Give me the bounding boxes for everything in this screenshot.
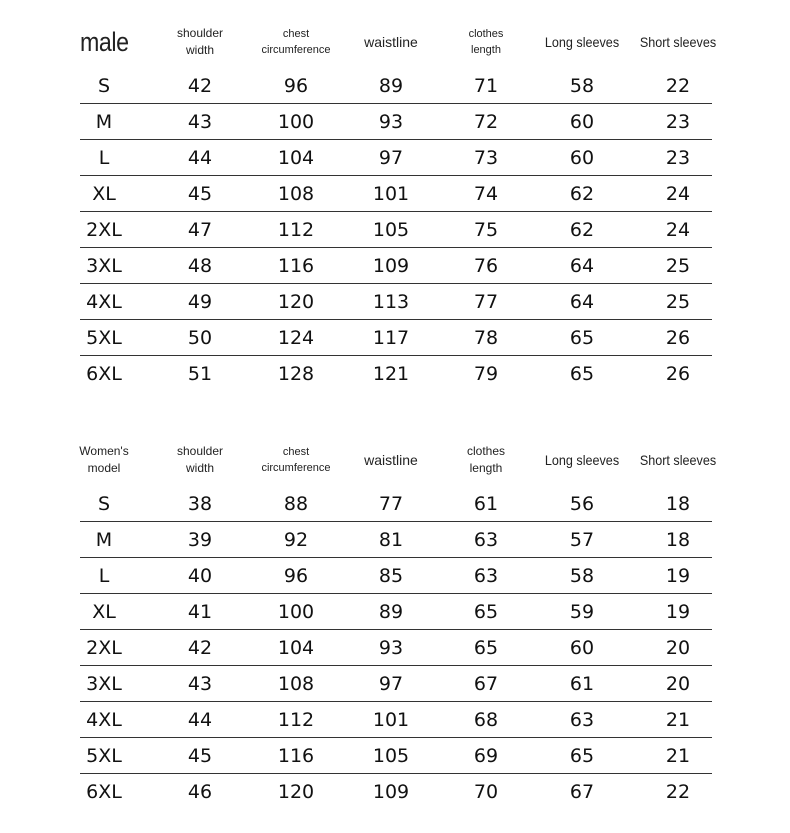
- size-label: 2XL: [86, 219, 122, 241]
- header-long-sleeves: Long sleeves: [544, 34, 620, 50]
- measurement-cell: 60: [569, 637, 595, 659]
- measurement-cell: 59: [569, 601, 595, 623]
- measurement-cell: 68: [473, 709, 499, 731]
- measurement-cell: 41: [187, 601, 213, 623]
- header-chest-circumference: chest circumference: [261, 446, 331, 474]
- measurement-cell: 75: [473, 219, 499, 241]
- measurement-cell: 72: [473, 111, 499, 133]
- measurement-cell: 50: [187, 327, 213, 349]
- measurement-cell: 65: [473, 601, 499, 623]
- measurement-cell: 65: [569, 745, 595, 767]
- table-row: [80, 248, 712, 284]
- measurement-cell: 61: [569, 673, 595, 695]
- measurement-cell: 39: [187, 529, 213, 551]
- table-row: [80, 594, 712, 630]
- table-row: [80, 666, 712, 702]
- size-label: L: [98, 565, 110, 587]
- table-row: [80, 486, 712, 522]
- measurement-cell: 64: [569, 255, 595, 277]
- measurement-cell: 23: [665, 111, 691, 133]
- measurement-cell: 63: [569, 709, 595, 731]
- measurement-cell: 67: [473, 673, 499, 695]
- measurement-cell: 81: [378, 529, 404, 551]
- measurement-cell: 78: [473, 327, 499, 349]
- measurement-cell: 18: [665, 529, 691, 551]
- table-row: [80, 738, 712, 774]
- measurement-cell: 76: [473, 255, 499, 277]
- size-label: 6XL: [86, 363, 122, 385]
- size-label: M: [95, 111, 113, 133]
- measurement-cell: 65: [569, 363, 595, 385]
- size-label: 6XL: [86, 781, 122, 803]
- measurement-cell: 108: [277, 673, 315, 695]
- measurement-cell: 43: [187, 111, 213, 133]
- measurement-cell: 116: [277, 255, 315, 277]
- measurement-cell: 79: [473, 363, 499, 385]
- size-label: 3XL: [86, 673, 122, 695]
- measurement-cell: 60: [569, 111, 595, 133]
- table-title: male: [80, 26, 129, 57]
- size-label: 2XL: [86, 637, 122, 659]
- measurement-cell: 97: [378, 147, 404, 169]
- measurement-cell: 25: [665, 291, 691, 313]
- measurement-cell: 112: [277, 219, 315, 241]
- size-label: XL: [92, 183, 116, 205]
- measurement-cell: 19: [665, 601, 691, 623]
- header-clothes-length: clothes length: [468, 28, 504, 56]
- table-row: [80, 212, 712, 248]
- header-long-sleeves: Long sleeves: [544, 452, 620, 468]
- table-row: [80, 176, 712, 212]
- measurement-cell: 117: [372, 327, 410, 349]
- measurement-cell: 71: [473, 75, 499, 97]
- measurement-cell: 69: [473, 745, 499, 767]
- measurement-cell: 25: [665, 255, 691, 277]
- table-row: [80, 104, 712, 140]
- size-label: S: [97, 493, 111, 515]
- measurement-cell: 44: [187, 709, 213, 731]
- table-row: [80, 702, 712, 738]
- measurement-cell: 120: [277, 781, 315, 803]
- table-row: [80, 68, 712, 104]
- measurement-cell: 20: [665, 637, 691, 659]
- measurement-cell: 26: [665, 327, 691, 349]
- measurement-cell: 24: [665, 219, 691, 241]
- measurement-cell: 104: [277, 637, 315, 659]
- header-short-sleeves: Short sleeves: [639, 452, 717, 468]
- measurement-cell: 92: [283, 529, 309, 551]
- measurement-cell: 97: [378, 673, 404, 695]
- size-label: 3XL: [86, 255, 122, 277]
- measurement-cell: 63: [473, 529, 499, 551]
- measurement-cell: 65: [569, 327, 595, 349]
- table-row: [80, 522, 712, 558]
- measurement-cell: 63: [473, 565, 499, 587]
- measurement-cell: 49: [187, 291, 213, 313]
- size-label: M: [95, 529, 113, 551]
- measurement-cell: 120: [277, 291, 315, 313]
- table-body: [80, 486, 712, 810]
- header-shoulder-width: shoulder width: [176, 444, 224, 475]
- size-label: S: [97, 75, 111, 97]
- measurement-cell: 23: [665, 147, 691, 169]
- measurement-cell: 109: [372, 781, 410, 803]
- measurement-cell: 19: [665, 565, 691, 587]
- size-label: L: [98, 147, 110, 169]
- measurement-cell: 48: [187, 255, 213, 277]
- size-label: 4XL: [86, 291, 122, 313]
- measurement-cell: 44: [187, 147, 213, 169]
- measurement-cell: 85: [378, 565, 404, 587]
- measurement-cell: 70: [473, 781, 499, 803]
- measurement-cell: 105: [372, 219, 410, 241]
- measurement-cell: 128: [277, 363, 315, 385]
- measurement-cell: 100: [277, 601, 315, 623]
- header-waistline: waistline: [364, 452, 418, 468]
- measurement-cell: 121: [372, 363, 410, 385]
- measurement-cell: 45: [187, 183, 213, 205]
- table-row: [80, 774, 712, 810]
- table-row: [80, 558, 712, 594]
- measurement-cell: 62: [569, 183, 595, 205]
- header-short-sleeves: Short sleeves: [639, 34, 717, 50]
- measurement-cell: 62: [569, 219, 595, 241]
- measurement-cell: 65: [473, 637, 499, 659]
- measurement-cell: 112: [277, 709, 315, 731]
- measurement-cell: 38: [187, 493, 213, 515]
- measurement-cell: 24: [665, 183, 691, 205]
- measurement-cell: 51: [187, 363, 213, 385]
- measurement-cell: 56: [569, 493, 595, 515]
- table-row: [80, 140, 712, 176]
- size-label: XL: [92, 601, 116, 623]
- measurement-cell: 104: [277, 147, 315, 169]
- measurement-cell: 77: [378, 493, 404, 515]
- table-body: [80, 68, 712, 392]
- size-label: 4XL: [86, 709, 122, 731]
- measurement-cell: 89: [378, 601, 404, 623]
- measurement-cell: 21: [665, 709, 691, 731]
- table-row: [80, 630, 712, 666]
- measurement-cell: 93: [378, 637, 404, 659]
- measurement-cell: 109: [372, 255, 410, 277]
- header-chest-circumference: chest circumference: [261, 28, 331, 56]
- measurement-cell: 77: [473, 291, 499, 313]
- measurement-cell: 101: [372, 709, 410, 731]
- measurement-cell: 42: [187, 75, 213, 97]
- measurement-cell: 40: [187, 565, 213, 587]
- measurement-cell: 96: [283, 565, 309, 587]
- measurement-cell: 58: [569, 565, 595, 587]
- measurement-cell: 96: [283, 75, 309, 97]
- measurement-cell: 58: [569, 75, 595, 97]
- measurement-cell: 43: [187, 673, 213, 695]
- measurement-cell: 73: [473, 147, 499, 169]
- table-row: [80, 320, 712, 356]
- header-shoulder-width: shoulder width: [176, 26, 224, 57]
- measurement-cell: 105: [372, 745, 410, 767]
- table-row: [80, 284, 712, 320]
- measurement-cell: 45: [187, 745, 213, 767]
- header-waistline: waistline: [364, 34, 418, 50]
- measurement-cell: 101: [372, 183, 410, 205]
- measurement-cell: 113: [372, 291, 410, 313]
- measurement-cell: 89: [378, 75, 404, 97]
- size-label: 5XL: [86, 745, 122, 767]
- measurement-cell: 20: [665, 673, 691, 695]
- measurement-cell: 47: [187, 219, 213, 241]
- measurement-cell: 88: [283, 493, 309, 515]
- table-row: [80, 356, 712, 392]
- measurement-cell: 22: [665, 781, 691, 803]
- measurement-cell: 61: [473, 493, 499, 515]
- measurement-cell: 100: [277, 111, 315, 133]
- table-title: Women's model: [79, 444, 129, 475]
- measurement-cell: 74: [473, 183, 499, 205]
- measurement-cell: 67: [569, 781, 595, 803]
- measurement-cell: 124: [277, 327, 315, 349]
- measurement-cell: 116: [277, 745, 315, 767]
- measurement-cell: 93: [378, 111, 404, 133]
- measurement-cell: 18: [665, 493, 691, 515]
- measurement-cell: 21: [665, 745, 691, 767]
- measurement-cell: 64: [569, 291, 595, 313]
- measurement-cell: 26: [665, 363, 691, 385]
- measurement-cell: 46: [187, 781, 213, 803]
- measurement-cell: 22: [665, 75, 691, 97]
- measurement-cell: 57: [569, 529, 595, 551]
- header-clothes-length: clothes length: [466, 444, 506, 475]
- size-label: 5XL: [86, 327, 122, 349]
- measurement-cell: 60: [569, 147, 595, 169]
- measurement-cell: 108: [277, 183, 315, 205]
- measurement-cell: 42: [187, 637, 213, 659]
